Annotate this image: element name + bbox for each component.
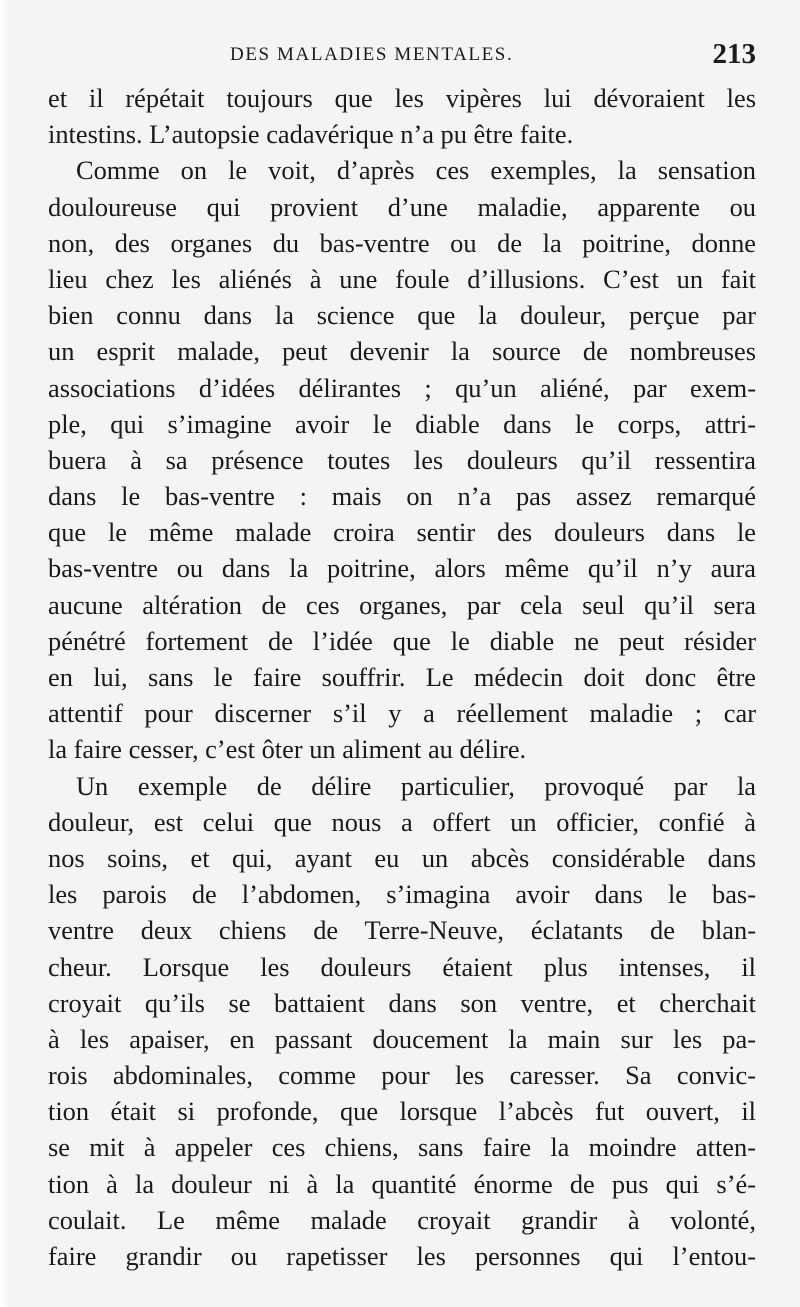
text-line: coulait. Le même malade croyait grandir à volonté, bbox=[48, 1204, 756, 1235]
body-text bbox=[48, 80, 756, 1274]
text-line: buera à sa présence toutes les douleurs qu’il ressentira bbox=[48, 444, 756, 475]
text-line: rois abdominales, comme pour les caresser. Sa convic- bbox=[48, 1060, 756, 1091]
running-title: DES MALADIES MENTALES. bbox=[230, 44, 514, 65]
text-line: faire grandir ou rapetisser les personnes qui l’entou- bbox=[48, 1241, 756, 1271]
text-line: à les apaiser, en passant doucement la main sur les pa- bbox=[48, 1023, 756, 1054]
paragraph-2 bbox=[48, 152, 756, 767]
text-line: associations d’idées délirantes ; qu’un aliéné, par exem- bbox=[48, 372, 756, 403]
text-line: Comme on le voit, d’après ces exemples, la sensation bbox=[76, 155, 756, 186]
text-line: cheur. Lorsque les douleurs étaient plus intenses, il bbox=[48, 951, 756, 982]
text-line: tion était si profonde, que lorsque l’abcès fut ouvert, il bbox=[48, 1096, 756, 1127]
text-line: nos soins, et qui, ayant eu un abcès considérable dans bbox=[48, 842, 756, 873]
paragraph-1 bbox=[48, 80, 756, 152]
paragraph-3 bbox=[48, 768, 756, 1275]
text-line: la faire cesser, c’est ôter un aliment au délire. bbox=[48, 734, 527, 765]
text-line: Un exemple de délire particulier, provoqué par la bbox=[76, 770, 756, 801]
page-edge bbox=[0, 0, 10, 1307]
text-line: ventre deux chiens de Terre-Neuve, éclatants de blan- bbox=[48, 915, 756, 946]
text-line: intestins. L’autopsie cadavérique n’a pu être faite. bbox=[48, 119, 574, 150]
text-line: croyait qu’ils se battaient dans son ventre, et cherchait bbox=[48, 987, 756, 1018]
text-line: bas-ventre ou dans la poitrine, alors même qu’il n’y aura bbox=[48, 553, 756, 584]
text-line: aucune altération de ces organes, par cela seul qu’il sera bbox=[48, 589, 756, 620]
text-line: tion à la douleur ni à la quantité énorme de pus qui s’é- bbox=[48, 1168, 756, 1199]
text-line: en lui, sans le faire souffrir. Le médecin doit donc être bbox=[48, 662, 756, 692]
page-header bbox=[0, 40, 800, 76]
text-line: un esprit malade, peut devenir la source de nombreuses bbox=[48, 336, 756, 367]
text-line: non, des organes du bas-ventre ou de la poitrine, donne bbox=[48, 227, 756, 258]
text-line: pénétré fortement de l’idée que le diable ne peut résider bbox=[48, 625, 756, 656]
text-line: bien connu dans la science que la douleur, perçue par bbox=[48, 300, 756, 331]
text-line: attentif pour discerner s’il y a réellement maladie ; car bbox=[48, 698, 756, 729]
text-line: douleur, est celui que nous a offert un officier, confié à bbox=[48, 806, 756, 837]
page-number: 213 bbox=[712, 38, 756, 70]
text-line: lieu chez les aliénés à une foule d’illusions. C’est un fait bbox=[48, 263, 756, 294]
text-line: se mit à appeler ces chiens, sans faire la moindre atten- bbox=[48, 1132, 756, 1163]
text-line: que le même malade croira sentir des douleurs dans le bbox=[48, 517, 756, 548]
text-line: les parois de l’abdomen, s’imagina avoir dans le bas- bbox=[48, 879, 756, 910]
text-line: ple, qui s’imagine avoir le diable dans le corps, attri- bbox=[48, 408, 756, 439]
text-line: douloureuse qui provient d’une maladie, apparente ou bbox=[48, 191, 756, 222]
text-line: et il répétait toujours que les vipères lui dévoraient les bbox=[48, 83, 756, 113]
text-line: dans le bas-ventre : mais on n’a pas assez remarqué bbox=[48, 481, 756, 512]
